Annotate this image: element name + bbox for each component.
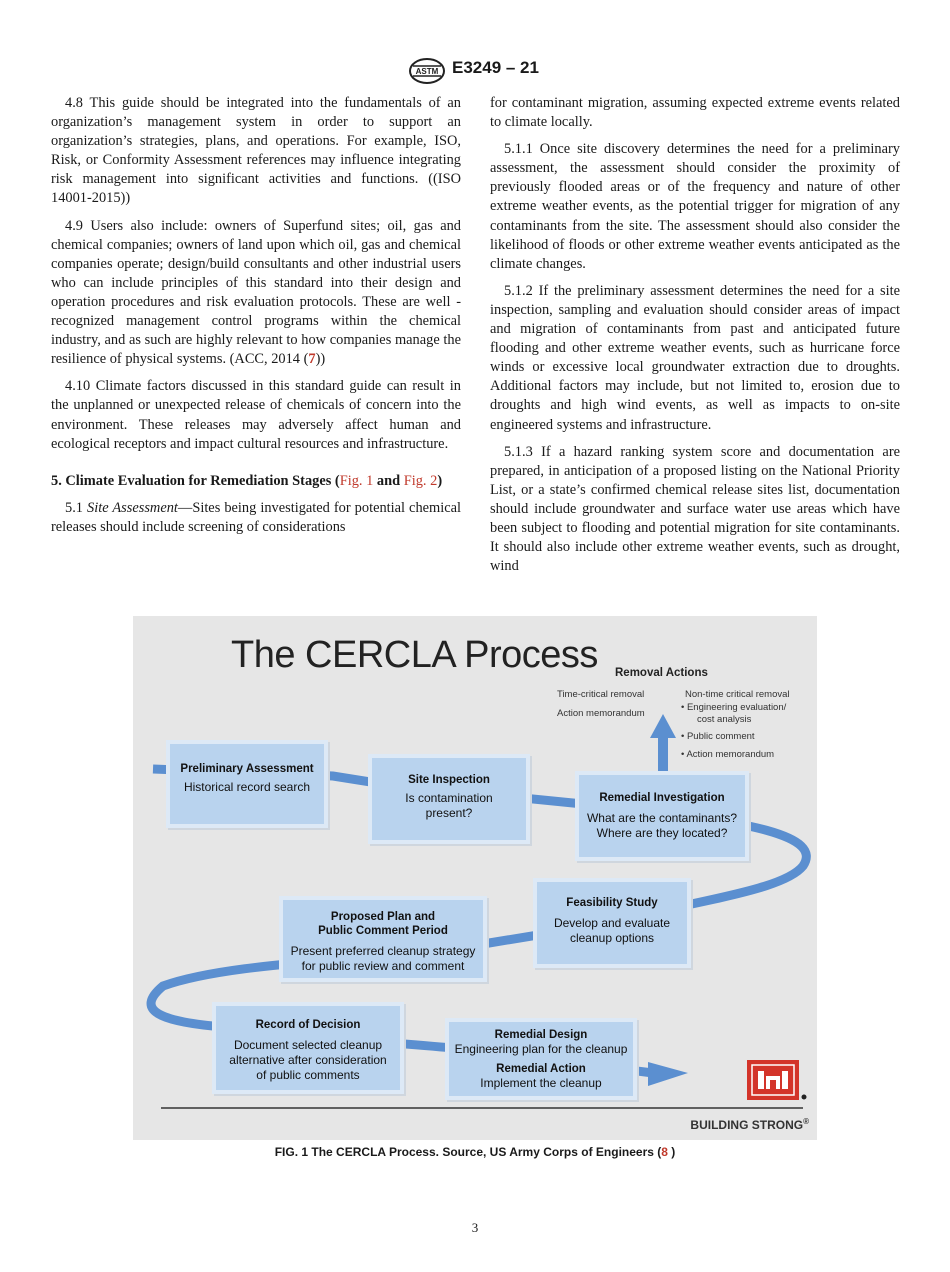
arrow-up-shaft (658, 734, 668, 772)
page-header (0, 57, 950, 85)
logo-dot (802, 1095, 807, 1100)
ee-ca-label: • Engineering evaluation/ (681, 702, 787, 713)
box-proposed-plan: Proposed Plan and Public Comment Period Present preferred cleanup strategy for public review and comment (279, 896, 487, 982)
figure-2-link[interactable]: Fig. 2 (403, 472, 438, 489)
box-feasibility-study: Feasibility Study Develop and evaluate cleanup options (533, 878, 691, 968)
figure-caption: FIG. 1 The CERCLA Process. Source, US Army Corps of Engineers (8 ) (274, 1145, 676, 1159)
figure-1-link[interactable]: Fig. 1 (339, 472, 374, 489)
time-critical-label: Time-critical removal (557, 689, 645, 700)
paragraph-4-8: 4.8 This guide should be integrated into the fundamentals of an organization’s management system in order to support an organization’s strategies, plans, and operations. For example, ISO, Risk, or Conformity Assessment references may influence integrating risk management into significant activities and functions. ((ISO 14001-2015)) (51, 95, 461, 207)
box-remedial-investigation: Remedial Investigation What are the contaminants? Where are they located? (575, 771, 749, 861)
cost-analysis-label: cost analysis (697, 714, 752, 725)
public-comment-label: • Public comment (681, 731, 755, 742)
svg-text:ASTM: ASTM (415, 67, 439, 76)
paragraph-5-1-continued: for contaminant migration, assuming expected extreme events related to climate locally. (490, 95, 900, 131)
action-memorandum-label: • Action memorandum (681, 749, 775, 760)
section-5-heading: 5. Climate Evaluation for Remediation Stages (Fig. 1 and Fig. 2) (51, 472, 443, 489)
reference-link-7[interactable]: 7 (308, 351, 316, 368)
right-column (490, 94, 900, 584)
removal-actions-title: Removal Actions (615, 667, 708, 679)
reference-link-8[interactable]: 8 (661, 1145, 668, 1159)
action-memo-label: Action memorandum (557, 708, 645, 719)
arrow-head-right (648, 1062, 688, 1086)
document-code: E3249 – 21 (452, 58, 539, 77)
paragraph-5-1-3: 5.1.3 If a hazard ranking system score and documentation are prepared, in anticipation of a proposed listing on the National Priority List, or a state’s confirmed chemical release sites list, documentation should include groundwater and surface water use areas which have been subject to flooding and potential migration for site contaminants. It should also include other extreme weather events, such as drought, wind (490, 443, 900, 575)
cercla-process-figure (133, 616, 817, 1140)
box-record-of-decision: Record of Decision Document selected cleanup alternative after consideration of public comments (212, 1002, 404, 1094)
paragraph-4-9: 4.9 Users also include: owners of Superfund sites; oil, gas and chemical companies; owners of land upon which oil, gas and chemical companies operate; design/build consultants and other industrial users who can include principles of this standard into their design and operation procedures and risk evaluation protocols. These are well -recognized management control programs within the chemical industry, and as such are highly relevant to how companies manage the resilience of physical systems. (ACC, 2014 (7)) (51, 217, 461, 368)
page-number: 3 (471, 1220, 479, 1235)
box-site-inspection: Site Inspection Is contamination present? (368, 754, 530, 844)
box-preliminary-assessment: Preliminary Assessment Historical record search (166, 740, 328, 828)
paragraph-5-1-1: 5.1.1 Once site discovery determines the need for a preliminary assessment, the assessment should consider the proximity of previously flooded areas or of the frequency and nature of other extreme weather events, as the potential trigger for migration of any contaminants from the site. The assessment should also consider the likelihood of floods or other extreme weather events anticipated as the climate changes. (490, 141, 900, 272)
paragraph-5-1-2: 5.1.2 If the preliminary assessment determines the need for a site inspection, sampling and evaluation should consider areas of impact and migration of contaminants from past and anticipated future flooding and other extreme weather events, such as hurricane force winds or excessive local groundwater extraction due to droughts. Additional factors may include, but not limited to, erosion due to droughts and high wind events, as well as impacts to on-site engineered systems and infrastructure. (490, 282, 900, 433)
paragraph-4-10: 4.10 Climate factors discussed in this standard guide can result in the unplanned or unexpected release of chemicals of concern into the environment. These releases may adversely affect human and ecological receptors and impact cultural resources and infrastructure. (51, 378, 461, 452)
usace-castle-icon (747, 1060, 799, 1100)
figure-title: The CERCLA Process (231, 634, 598, 676)
box-remedial-design-action: Remedial Design Engineering plan for the cleanup Remedial Action Implement the cleanup (445, 1018, 637, 1100)
arrow-up-head (650, 714, 676, 738)
paragraph-5-1: 5.1 Site Assessment—Sites being investigated for potential chemical releases should include screening of considerations (51, 499, 461, 535)
building-strong-tagline: BUILDING STRONG® (690, 1117, 809, 1132)
non-time-critical-label: Non-time critical removal (685, 689, 790, 700)
left-column (51, 94, 461, 545)
astm-logo-icon (408, 57, 446, 85)
